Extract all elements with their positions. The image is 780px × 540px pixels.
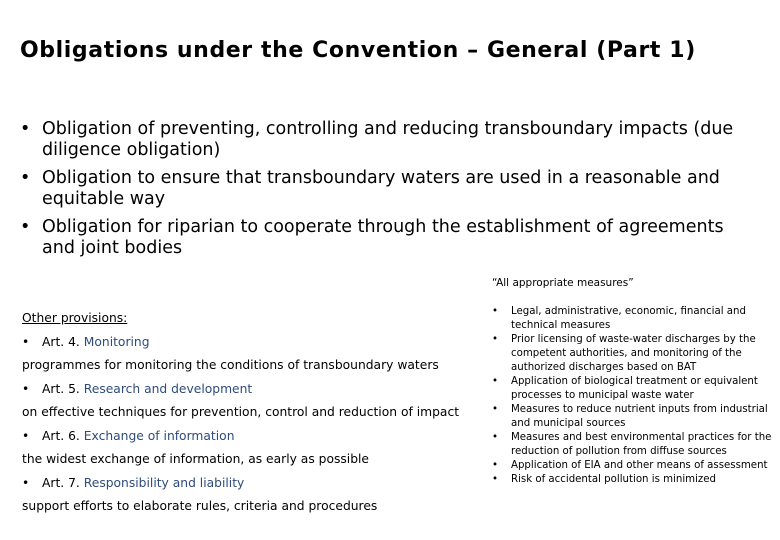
- article-row: [22, 378, 492, 402]
- bullet-glyph: •: [492, 432, 499, 443]
- measure-text: Risk of accidental pollution is minimized: [511, 474, 717, 485]
- measure-item: [490, 375, 775, 403]
- bullet-glyph: •: [22, 475, 30, 490]
- measure-item: [490, 459, 775, 473]
- measure-item: [490, 431, 775, 459]
- article-description: the widest exchange of information, as early as possible: [22, 452, 370, 466]
- bullet-glyph: •: [20, 217, 31, 237]
- main-bullet-item: [20, 217, 750, 259]
- bullet-glyph: •: [492, 474, 499, 485]
- main-bullet-text: Obligation to ensure that transboundary waters are used in a reasonable and equitable way: [42, 168, 720, 209]
- bullet-glyph: •: [22, 334, 30, 349]
- measure-text: Application of biological treatment or equivalent processes to municipal waste water: [511, 376, 758, 401]
- measure-text: Legal, administrative, economic, financial and technical measures: [511, 306, 746, 331]
- article-number: Art. 4.: [42, 334, 80, 349]
- main-bullet-item: [20, 119, 750, 161]
- bullet-glyph: •: [492, 334, 499, 345]
- bullet-glyph: •: [20, 119, 31, 139]
- slide-title: Obligations under the Convention – General (Part 1): [20, 38, 696, 63]
- main-obligations-list: [20, 119, 750, 266]
- measures-heading: “All appropriate measures”: [492, 277, 634, 289]
- measure-text: Measures to reduce nutrient inputs from industrial and municipal sources: [511, 404, 768, 429]
- measure-item: [490, 473, 775, 487]
- article-number: Art. 7.: [42, 475, 80, 490]
- article-topic: Monitoring: [83, 334, 150, 349]
- article-row: [22, 472, 492, 496]
- bullet-glyph: •: [492, 376, 499, 387]
- measure-text: Application of EIA and other means of assessment: [511, 460, 768, 471]
- article-topic: Exchange of information: [83, 428, 235, 443]
- article-topic: Responsibility and liability: [83, 475, 245, 490]
- bullet-glyph: •: [22, 381, 30, 396]
- measure-item: [490, 333, 775, 375]
- main-bullet-text: Obligation of preventing, controlling and reducing transboundary impacts (due diligence obligation): [42, 119, 734, 160]
- bullet-glyph: •: [22, 428, 30, 443]
- bullet-glyph: •: [492, 404, 499, 415]
- other-provisions-heading: Other provisions:: [22, 311, 128, 325]
- measure-text: Prior licensing of waste-water discharges by the competent authorities, and monitoring of the authorized discharges based on BAT: [511, 334, 756, 373]
- other-provisions: [22, 307, 492, 519]
- measure-text: Measures and best environmental practices for the reduction of pollution from diffuse sources: [511, 432, 772, 457]
- main-bullet-text: Obligation for riparian to cooperate through the establishment of agreements and joint bodies: [42, 217, 724, 258]
- bullet-glyph: •: [20, 168, 31, 188]
- article-description: on effective techniques for prevention, control and reduction of impact: [22, 405, 460, 419]
- bullet-glyph: •: [492, 306, 499, 317]
- article-description: programmes for monitoring the conditions of transboundary waters: [22, 358, 439, 372]
- measures-list: [490, 305, 775, 487]
- main-bullet-item: [20, 168, 750, 210]
- article-number: Art. 6.: [42, 428, 80, 443]
- article-topic: Research and development: [83, 381, 253, 396]
- measure-item: [490, 305, 775, 333]
- measure-item: [490, 403, 775, 431]
- article-row: [22, 331, 492, 355]
- bullet-glyph: •: [492, 460, 499, 471]
- article-number: Art. 5.: [42, 381, 80, 396]
- article-description: support efforts to elaborate rules, criteria and procedures: [22, 499, 378, 513]
- article-row: [22, 425, 492, 449]
